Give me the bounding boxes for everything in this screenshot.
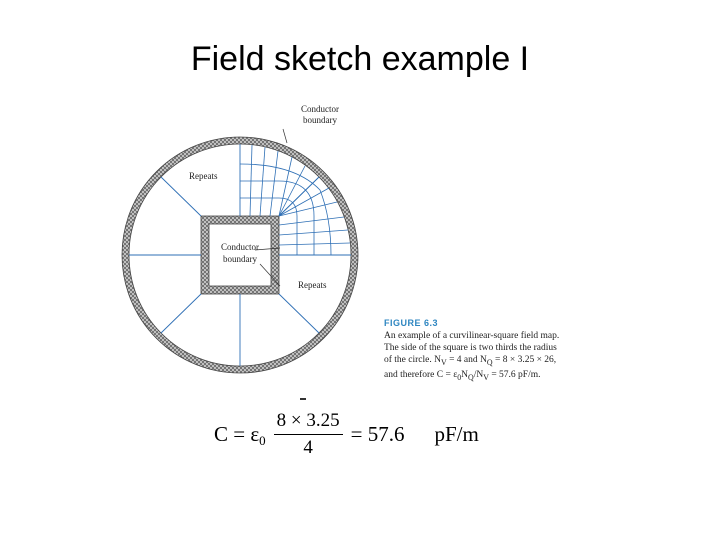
caption-line-2: The side of the square is two thirds the radius	[384, 343, 557, 353]
capacitance-equation	[214, 410, 479, 459]
inner-conductor-label-2: boundary	[223, 254, 257, 264]
field-map-svg	[115, 98, 365, 398]
caption-line-1: An example of a curvilinear-square field map.	[384, 331, 560, 341]
equation-lhs: C = ε	[214, 422, 260, 446]
equation-result: = 57.6	[350, 422, 405, 446]
figure-caption	[384, 317, 624, 384]
repeats-left-label: Repeats	[189, 171, 218, 181]
equation-denominator: 4	[303, 437, 313, 458]
caption-line-3: of the circle. $N_V = 4$ and $N_Q = 8 \times 3.25 \times 26$,	[384, 355, 557, 367]
repeats-right-label: Repeats	[298, 280, 327, 290]
caption-figure-label: FIGURE 6.3	[384, 318, 439, 328]
equation-units: pF/m	[434, 422, 479, 446]
inner-conductor-label-1: Conductor	[221, 242, 259, 252]
caption-line-4: and therefore $C = \varepsilon_0N_Q/N_V = 57.6$ pF/m.	[384, 369, 541, 382]
equation-fraction	[274, 410, 343, 459]
slide-title: Field sketch example I	[190, 40, 530, 78]
field-map-figure	[115, 98, 365, 398]
outer-conductor-label-2: boundary	[303, 115, 337, 125]
equation-lhs-subscript: 0	[259, 432, 266, 448]
equation-numerator: 8 × 3.25	[274, 410, 343, 435]
stray-dash-mark	[300, 398, 306, 400]
outer-conductor-label-1: Conductor	[301, 104, 339, 114]
